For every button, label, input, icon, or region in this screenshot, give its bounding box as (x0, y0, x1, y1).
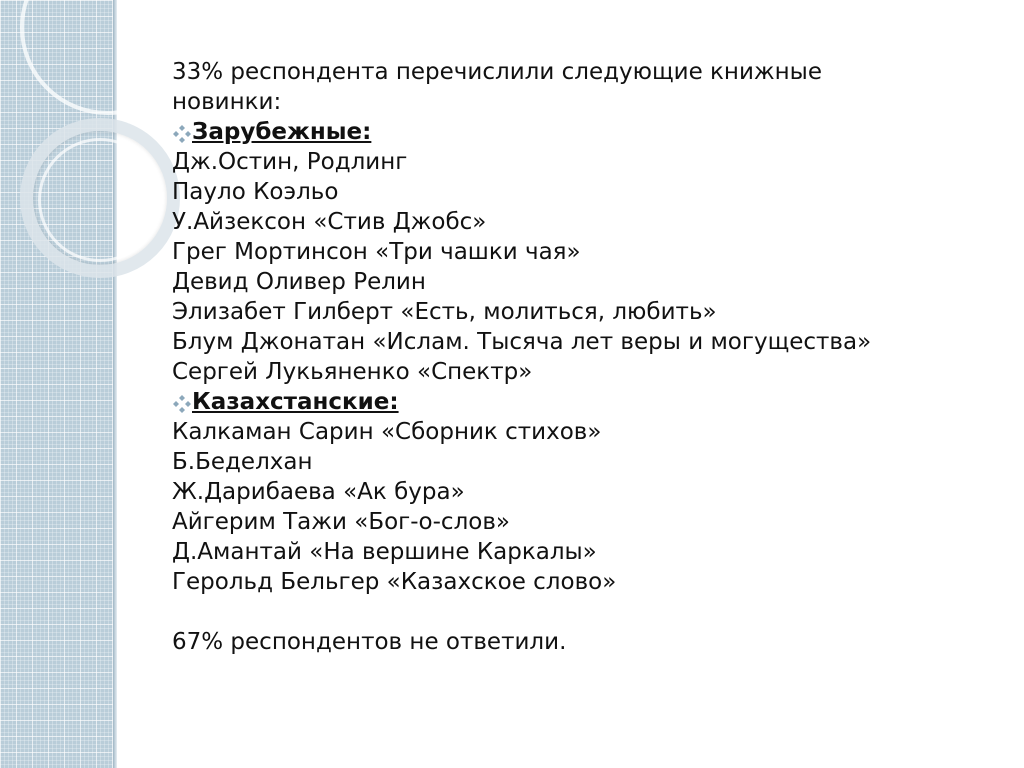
outro-text: 67% респондентов не ответили. (172, 629, 567, 655)
list-item: Д.Амантай «На вершине Каркалы» (172, 539, 597, 565)
intro-text: 33% респондента перечислили следующие книжные новинки: (172, 59, 822, 115)
slide-content (172, 57, 972, 657)
list-item: Грег Мортинсон «Три чашки чая» (172, 239, 581, 265)
list-item: Блум Джонатан «Ислам. Тысяча лет веры и могущества» (172, 329, 872, 355)
decorative-ring-inner (38, 138, 162, 262)
sidebar-edge (113, 0, 117, 768)
list-item: Калкаман Сарин «Сборник стихов» (172, 419, 602, 445)
list-item: Элизабет Гилберт «Есть, молиться, любить» (172, 299, 717, 325)
list-item: Герольд Бельгер «Казахское слово» (172, 569, 617, 595)
kazakh-heading-label: Казахстанские: (192, 389, 399, 415)
list-item: Сергей Лукьяненко «Спектр» (172, 359, 533, 385)
diamond-bullet-icon (172, 122, 192, 142)
spacer (172, 597, 972, 627)
list-item: Ж.Дарибаева «Ак бура» (172, 479, 465, 505)
list-item: Дж.Остин, Родлинг (172, 149, 408, 175)
kazakh-heading (172, 387, 972, 417)
foreign-heading (172, 117, 972, 147)
list-item: Девид Оливер Релин (172, 269, 426, 295)
list-item: У.Айзексон «Стив Джобс» (172, 209, 487, 235)
diamond-bullet-icon (172, 392, 192, 412)
list-item: Айгерим Тажи «Бог-о-слов» (172, 509, 510, 535)
list-item: Б.Беделхан (172, 449, 313, 475)
list-item: Пауло Коэльо (172, 179, 339, 205)
decorative-sidebar (0, 0, 113, 768)
foreign-heading-label: Зарубежные: (192, 119, 372, 145)
